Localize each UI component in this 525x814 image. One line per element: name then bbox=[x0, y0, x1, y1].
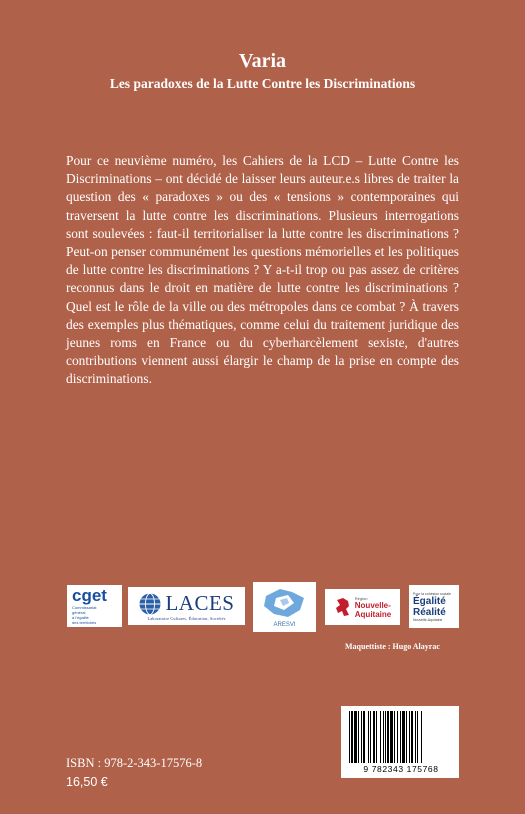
cget-logo-line: des territoires bbox=[72, 620, 97, 625]
barcode-bars bbox=[349, 711, 451, 763]
globe-icon bbox=[138, 592, 162, 616]
barcode bbox=[341, 706, 459, 778]
partner-logos bbox=[0, 582, 525, 632]
cget-logo-line: général bbox=[72, 610, 86, 615]
laces-logo-word: LACES bbox=[165, 591, 235, 615]
aresvi-logo-word: ARESVI bbox=[273, 622, 296, 628]
egalite-logo-word: Égalité bbox=[413, 595, 446, 607]
aresvi-map-icon bbox=[260, 586, 310, 620]
lion-icon bbox=[334, 596, 352, 618]
egalite-logo-word: Réalité bbox=[413, 606, 446, 618]
maquettiste-credit: Maquettiste : Hugo Alayrac bbox=[345, 642, 440, 651]
region-nouvelle-aquitaine-logo bbox=[325, 589, 400, 625]
egalite-realite-logo bbox=[409, 585, 459, 628]
egalite-logo-small: Nouvelle-Aquitaine bbox=[413, 617, 443, 622]
book-title: Varia bbox=[238, 50, 287, 72]
price: 16,50 € bbox=[66, 775, 108, 789]
cget-logo-line: Commissariat bbox=[72, 605, 97, 610]
cget-logo-line: à l'égalité bbox=[72, 615, 89, 620]
book-subtitle: Les paradoxes de la Lutte Contre les Discriminations bbox=[109, 76, 416, 91]
egalite-logo-small: Pour la cohésion sociale bbox=[413, 591, 451, 596]
aresvi-logo bbox=[253, 582, 316, 632]
region-logo-line: Nouvelle- bbox=[354, 600, 391, 610]
laces-logo bbox=[128, 587, 245, 625]
cget-logo bbox=[67, 585, 122, 627]
region-logo-line: Aquitaine bbox=[354, 609, 392, 619]
barcode-digits: 9 782343 175768 bbox=[363, 764, 439, 774]
isbn: ISBN : 978-2-343-17576-8 bbox=[66, 756, 203, 770]
region-logo-small: Région bbox=[354, 595, 368, 601]
cget-logo-word: cget bbox=[72, 586, 107, 605]
back-cover-description: Pour ce neuvième numéro, les Cahiers de la LCD – Lutte Contre les Discriminations – ont décidé de laisser leurs auteur.e.s libres de traiter la question des « paradoxes » ou des « tensions » contemporaines qui traversent la lutte contre les discriminations. Plusieurs interrogations sont soulevées : faut-il territorialiser la lutte contre les discriminations ? Peut-on penser communément les questions mémorielles et les politiques de lutte contre les discriminations ? Y a-t-il trop ou pas assez de critères reconnus dans le droit en matière de lutte contre les discriminations ? Quel est le rôle de la ville ou des métropoles dans ce combat ? À travers des exemples plus thématiques, comme celui du traitement juridique des jeunes roms en France ou du cyberharcèlement sexiste, d'autres contributions viennent aussi élargir le champ de la prise en compte des discriminations. bbox=[66, 153, 459, 387]
laces-logo-subtitle: Laboratoire Cultures, Éducation, Sociétés bbox=[147, 616, 226, 621]
